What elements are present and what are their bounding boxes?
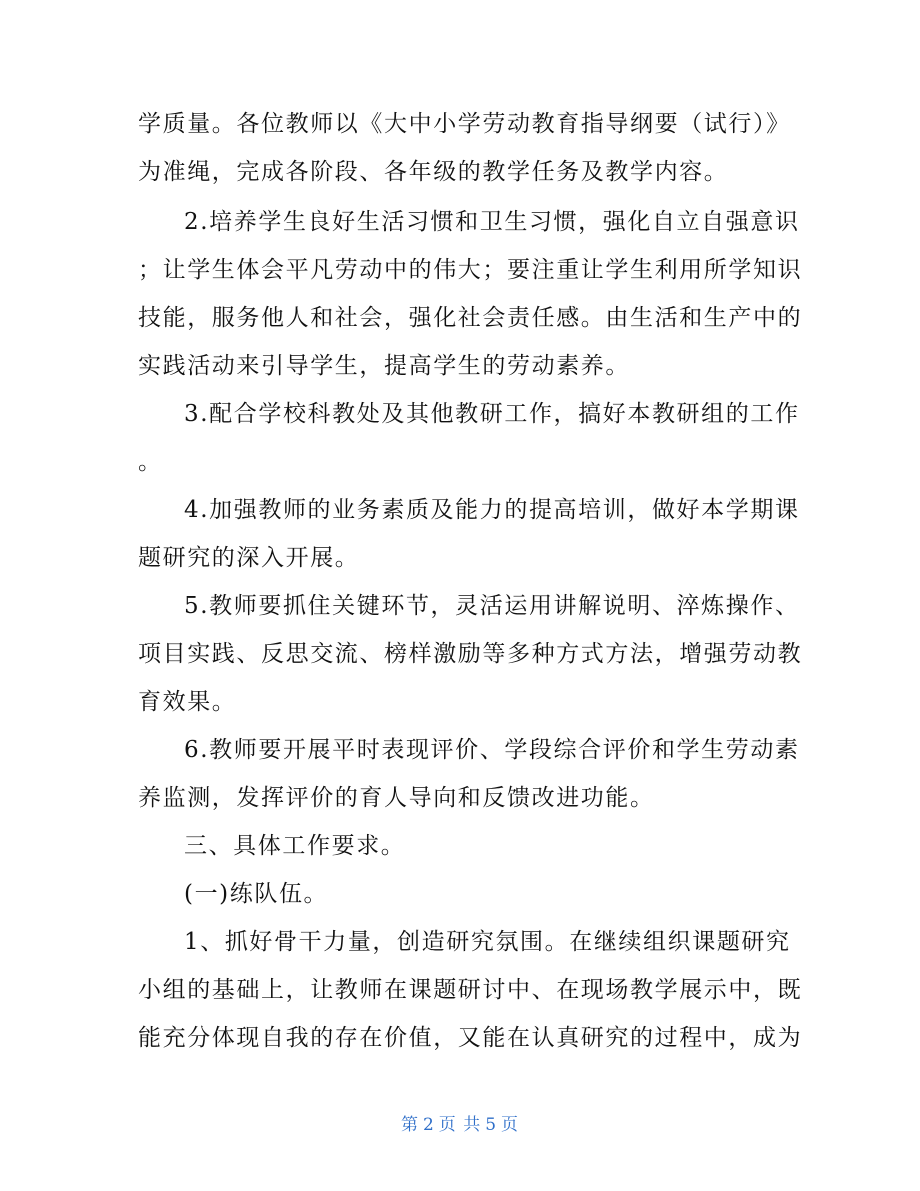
text-line: 题研究的深入开展。 [138, 545, 360, 571]
text-line: 技能，服务他人和社会，强化社会责任感。由生活和生产中的 [138, 305, 803, 331]
text-line: 4.加强教师的业务素质及能力的提高培训，做好本学期课 [184, 497, 800, 523]
text-line: 学质量。各位教师以《大中小学劳动教育指导纲要（试行）》 [138, 111, 791, 137]
text-line: 为准绳，完成各阶段、各年级的教学任务及教学内容。 [138, 159, 729, 185]
footer-prefix: 第 [400, 1115, 419, 1135]
text-line: 3.配合学校科教处及其他教研工作，搞好本教研组的工作 [184, 401, 800, 427]
text-line: 养监测，发挥评价的育人导向和反馈改进功能。 [138, 785, 655, 811]
text-line: 育效果。 [138, 689, 237, 715]
text-line: 小组的基础上，让教师在课题研讨中、在现场教学展示中，既 [138, 977, 803, 1003]
text-line: 。 [138, 449, 163, 475]
page-footer [0, 1110, 920, 1140]
text-line: 项目实践、反思交流、榜样激励等多种方式方法，增强劳动教 [138, 641, 803, 667]
text-line: 2.培养学生良好生活习惯和卫生习惯，强化自立自强意识 [184, 209, 800, 235]
text-line: 6.教师要开展平时表现评价、学段综合评价和学生劳动素 [184, 737, 800, 763]
section-heading: 三、具体工作要求。 [184, 833, 406, 859]
text-line: 1、抓好骨干力量，创造研究氛围。在继续组织课题研究 [184, 929, 791, 955]
footer-current-page: 2 [422, 1115, 435, 1135]
text-line: ；让学生体会平凡劳动中的伟大；要注重让学生利用所学知识 [138, 257, 803, 283]
footer-total-pages: 5 [485, 1115, 498, 1135]
text-line: 5.教师要抓住关键环节，灵活运用讲解说明、淬炼操作、 [184, 593, 800, 619]
text-line: 实践活动来引导学生，提高学生的劳动素养。 [138, 353, 630, 379]
text-line: 能充分体现自我的存在价值，又能在认真研究的过程中，成为 [138, 1025, 803, 1051]
footer-suffix: 页 [501, 1115, 520, 1135]
footer-middle: 页 共 [438, 1115, 482, 1135]
subsection-heading: (一)练队伍。 [184, 881, 329, 907]
